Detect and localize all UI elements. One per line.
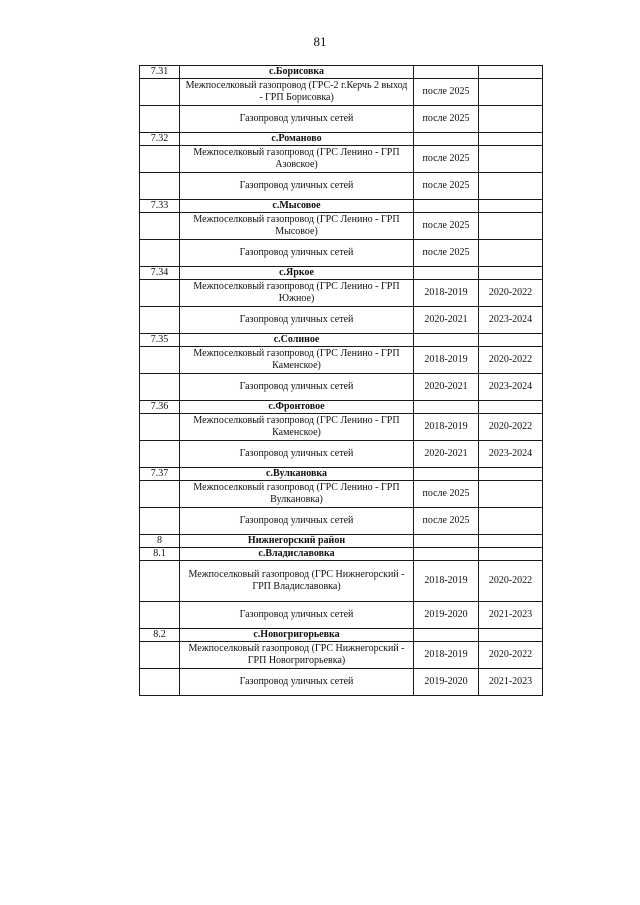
cell-period-1: 2019-2020 [414, 669, 479, 696]
cell-village-name: с.Фронтовое [180, 401, 414, 414]
cell-period-2: 2021-2023 [479, 602, 543, 629]
table-row [140, 642, 543, 669]
cell-period-2 [479, 548, 543, 561]
cell-object-name: Газопровод уличных сетей [180, 307, 414, 334]
cell-period-1: после 2025 [414, 146, 479, 173]
cell-period-1: 2018-2019 [414, 280, 479, 307]
table-row [140, 347, 543, 374]
cell-period-2 [479, 481, 543, 508]
cell-village-name: с.Солиное [180, 334, 414, 347]
cell-number [140, 347, 180, 374]
cell-object-name: Газопровод уличных сетей [180, 240, 414, 267]
cell-period-1: 2020-2021 [414, 307, 479, 334]
cell-period-1: после 2025 [414, 508, 479, 535]
table-row [140, 106, 543, 133]
cell-village-name: с.Мысовое [180, 200, 414, 213]
table-row [140, 561, 543, 602]
cell-number [140, 307, 180, 334]
cell-number [140, 374, 180, 401]
table-row [140, 79, 543, 106]
cell-number [140, 441, 180, 468]
cell-period-1: после 2025 [414, 240, 479, 267]
table-row-village [140, 468, 543, 481]
cell-number: 8 [140, 535, 180, 548]
table-row [140, 414, 543, 441]
cell-number [140, 240, 180, 267]
table-row [140, 602, 543, 629]
table-row-village [140, 334, 543, 347]
cell-village-name: Нижнегорский район [180, 535, 414, 548]
cell-number [140, 414, 180, 441]
cell-period-2 [479, 106, 543, 133]
cell-period-2: 2020-2022 [479, 414, 543, 441]
cell-period-2 [479, 79, 543, 106]
table-row [140, 508, 543, 535]
cell-village-name: с.Яркое [180, 267, 414, 280]
cell-number [140, 213, 180, 240]
table-row-village [140, 133, 543, 146]
table-row [140, 213, 543, 240]
cell-period-1 [414, 267, 479, 280]
cell-period-1: 2018-2019 [414, 347, 479, 374]
cell-village-name: с.Борисовка [180, 66, 414, 79]
cell-number: 7.34 [140, 267, 180, 280]
cell-period-2: 2021-2023 [479, 669, 543, 696]
cell-object-name: Газопровод уличных сетей [180, 106, 414, 133]
cell-object-name: Межпоселковый газопровод (ГРС Ленино - ГРП Мысовое) [180, 213, 414, 240]
table-row [140, 374, 543, 401]
cell-number [140, 146, 180, 173]
cell-village-name: с.Романово [180, 133, 414, 146]
cell-period-1: после 2025 [414, 106, 479, 133]
cell-period-2 [479, 66, 543, 79]
cell-period-1: 2019-2020 [414, 602, 479, 629]
table-body [140, 66, 543, 696]
cell-period-1 [414, 334, 479, 347]
cell-object-name: Газопровод уличных сетей [180, 173, 414, 200]
cell-period-2 [479, 133, 543, 146]
cell-period-2 [479, 267, 543, 280]
cell-period-2 [479, 200, 543, 213]
cell-period-1: после 2025 [414, 213, 479, 240]
cell-object-name: Межпоселковый газопровод (ГРС Ленино - ГРП Азовское) [180, 146, 414, 173]
cell-number [140, 642, 180, 669]
cell-period-1 [414, 401, 479, 414]
table-row [140, 280, 543, 307]
table-row-village [140, 535, 543, 548]
cell-period-2: 2020-2022 [479, 347, 543, 374]
cell-object-name: Газопровод уличных сетей [180, 441, 414, 468]
cell-period-1: после 2025 [414, 481, 479, 508]
cell-period-2 [479, 334, 543, 347]
cell-object-name: Газопровод уличных сетей [180, 508, 414, 535]
cell-period-1 [414, 66, 479, 79]
cell-object-name: Межпоселковый газопровод (ГРС Нижнегорский - ГРП Новогригорьевка) [180, 642, 414, 669]
table-row-village [140, 66, 543, 79]
table-row-village [140, 200, 543, 213]
cell-period-1 [414, 133, 479, 146]
cell-period-2: 2020-2022 [479, 642, 543, 669]
table-row [140, 146, 543, 173]
cell-number [140, 508, 180, 535]
table-row-village [140, 401, 543, 414]
cell-number: 8.1 [140, 548, 180, 561]
cell-village-name: с.Новогригорьевка [180, 629, 414, 642]
cell-number [140, 561, 180, 602]
cell-period-2 [479, 146, 543, 173]
cell-number: 7.31 [140, 66, 180, 79]
cell-period-1: 2020-2021 [414, 441, 479, 468]
cell-period-2 [479, 468, 543, 481]
table-row [140, 669, 543, 696]
cell-object-name: Межпоселковый газопровод (ГРС Ленино - ГРП Каменское) [180, 414, 414, 441]
cell-period-2: 2020-2022 [479, 280, 543, 307]
cell-number [140, 79, 180, 106]
cell-period-2: 2023-2024 [479, 307, 543, 334]
cell-period-1: 2018-2019 [414, 642, 479, 669]
cell-object-name: Межпоселковый газопровод (ГРС Ленино - ГРП Южное) [180, 280, 414, 307]
cell-object-name: Межпоселковый газопровод (ГРС Ленино - ГРП Каменское) [180, 347, 414, 374]
cell-object-name: Межпоселковый газопровод (ГРС Нижнегорский - ГРП Владиславовка) [180, 561, 414, 602]
cell-period-2 [479, 213, 543, 240]
table-row-village [140, 267, 543, 280]
cell-village-name: с.Вулкановка [180, 468, 414, 481]
cell-period-1 [414, 468, 479, 481]
cell-number [140, 280, 180, 307]
cell-period-2: 2023-2024 [479, 441, 543, 468]
table-row-village [140, 629, 543, 642]
cell-period-2 [479, 240, 543, 267]
cell-period-2: 2023-2024 [479, 374, 543, 401]
cell-period-2 [479, 508, 543, 535]
cell-period-2 [479, 401, 543, 414]
cell-number [140, 173, 180, 200]
cell-period-1 [414, 548, 479, 561]
cell-period-2 [479, 173, 543, 200]
cell-number [140, 669, 180, 696]
table-row [140, 240, 543, 267]
cell-object-name: Газопровод уличных сетей [180, 374, 414, 401]
cell-number [140, 481, 180, 508]
cell-number: 7.33 [140, 200, 180, 213]
cell-period-1: 2018-2019 [414, 414, 479, 441]
cell-period-1: 2018-2019 [414, 561, 479, 602]
cell-period-2 [479, 629, 543, 642]
cell-number: 7.37 [140, 468, 180, 481]
cell-number: 7.36 [140, 401, 180, 414]
table-row [140, 441, 543, 468]
page-number: 81 [313, 34, 327, 49]
cell-number: 7.32 [140, 133, 180, 146]
cell-object-name: Межпоселковый газопровод (ГРС Ленино - ГРП Вулкановка) [180, 481, 414, 508]
table-row [140, 173, 543, 200]
table-row-village [140, 548, 543, 561]
cell-number [140, 106, 180, 133]
cell-number [140, 602, 180, 629]
cell-object-name: Межпоселковый газопровод (ГРС-2 г.Керчь 2 выход - ГРП Борисовка) [180, 79, 414, 106]
cell-period-1 [414, 629, 479, 642]
cell-period-1: после 2025 [414, 173, 479, 200]
table-row [140, 307, 543, 334]
cell-period-1 [414, 535, 479, 548]
cell-period-2 [479, 535, 543, 548]
cell-object-name: Газопровод уличных сетей [180, 669, 414, 696]
cell-object-name: Газопровод уличных сетей [180, 602, 414, 629]
gas-pipeline-schedule-table [139, 65, 543, 696]
cell-period-2: 2020-2022 [479, 561, 543, 602]
cell-period-1 [414, 200, 479, 213]
cell-village-name: с.Владиславовка [180, 548, 414, 561]
table-row [140, 481, 543, 508]
cell-number: 8.2 [140, 629, 180, 642]
cell-period-1: 2020-2021 [414, 374, 479, 401]
cell-number: 7.35 [140, 334, 180, 347]
cell-period-1: после 2025 [414, 79, 479, 106]
